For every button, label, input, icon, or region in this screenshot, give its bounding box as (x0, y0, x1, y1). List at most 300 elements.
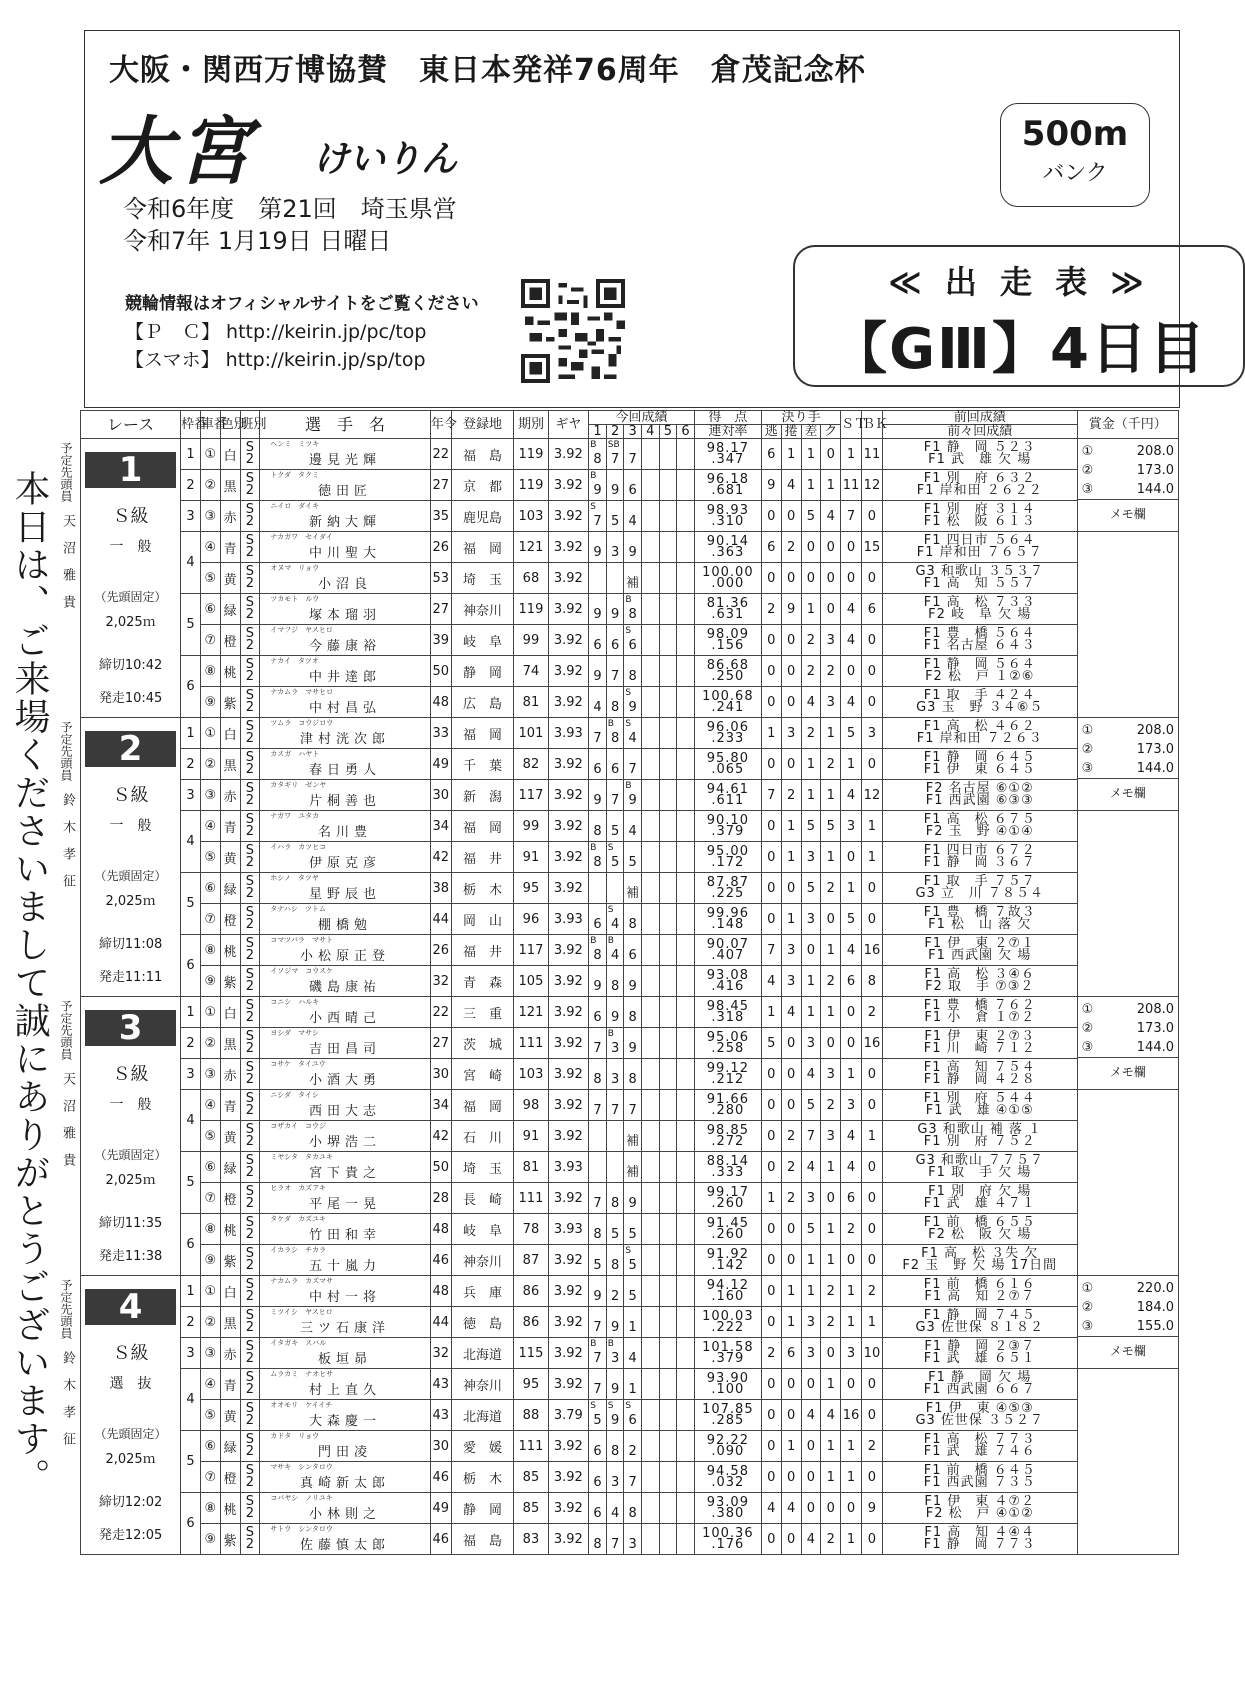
st-count: 4 (841, 687, 862, 718)
kimete-count: 3 (781, 935, 801, 966)
class-letter: S (245, 1432, 255, 1447)
rider-term: 119 (514, 470, 548, 501)
result-value: 9 (610, 1319, 620, 1335)
recent-result (659, 501, 677, 532)
rider-class (240, 1307, 260, 1338)
result-value: 8 (610, 699, 620, 715)
kimete-count: 3 (821, 625, 841, 656)
kimete-count: 1 (821, 842, 841, 873)
kimete-count: 0 (761, 1524, 781, 1555)
uniform-color: 黒 (220, 1028, 240, 1059)
race-number: 3 (85, 1010, 176, 1046)
rider-class (240, 1276, 260, 1307)
points-value: 98.45 (706, 999, 749, 1014)
recent-result (606, 1028, 624, 1059)
race-start-time: 発走11:11 (98, 970, 163, 985)
race-class: Ｓ級 (112, 506, 149, 527)
recent-result (606, 439, 624, 470)
kimete-count: 1 (781, 1276, 801, 1307)
recent-result (677, 1462, 695, 1493)
points-value: 99.17 (706, 1185, 749, 1200)
recent-result (641, 1400, 659, 1431)
rider-kana: タケダ カズユキ (270, 1215, 326, 1223)
prev-result: F1 伊 東 ２⑦３ (924, 1029, 1036, 1044)
rider-name-text: 中村昌弘 (309, 700, 382, 716)
memo-area (1077, 1369, 1178, 1555)
recent-result (589, 1369, 607, 1400)
kimete-count: 1 (821, 1462, 841, 1493)
class-rank: 2 (245, 1227, 255, 1242)
grade-day: 【GⅢ】4日目 (831, 317, 1207, 382)
col-kimete: 決り手 (761, 411, 840, 425)
rider-name (260, 780, 431, 811)
rider-row (81, 997, 1179, 1028)
recent-result (677, 935, 695, 966)
class-letter: S (245, 1029, 255, 1044)
st-count: 11 (841, 470, 862, 501)
rider-term: 103 (514, 1059, 548, 1090)
previous-results (882, 1059, 1077, 1090)
st-count: 7 (841, 501, 862, 532)
recent-result (589, 1524, 607, 1555)
kimete-count: 5 (761, 1028, 781, 1059)
car-number: ⑦ (200, 625, 220, 656)
win-rate: .285 (711, 1413, 745, 1428)
frame-number: 1 (181, 1276, 201, 1307)
kimete-count: 0 (761, 1369, 781, 1400)
points-value: 100.03 (702, 1309, 754, 1324)
recent-result (589, 1121, 607, 1152)
rider-name-text: 平尾一晃 (309, 1196, 382, 1212)
rider-name (260, 532, 431, 563)
result-value: 補 (626, 885, 640, 901)
recent-result (589, 1059, 607, 1090)
rider-name (260, 1121, 431, 1152)
bk-count: 0 (862, 904, 883, 935)
rider-name (260, 1214, 431, 1245)
rider-term: 117 (514, 780, 548, 811)
recent-result (641, 1493, 659, 1524)
rider-row (81, 1090, 1179, 1121)
recent-result (589, 1152, 607, 1183)
rider-name-text: 片桐善也 (309, 793, 382, 809)
rider-class (240, 1431, 260, 1462)
kimete-count: 4 (761, 966, 781, 997)
kimete-count: 0 (761, 501, 781, 532)
recent-result (677, 1338, 695, 1369)
uniform-color: 青 (220, 1090, 240, 1121)
race-info (81, 439, 181, 718)
rider-term: 85 (514, 1493, 548, 1524)
kimete-count: 2 (821, 749, 841, 780)
rider-name (260, 966, 431, 997)
points-value: 98.09 (706, 627, 749, 642)
win-rate: .380 (711, 1506, 745, 1521)
recent-result (641, 687, 659, 718)
rider-points (694, 1214, 761, 1245)
rider-kana: オヌマ リョウ (270, 564, 320, 572)
recent-result (606, 625, 624, 656)
col-name: 選 手 名 (260, 411, 431, 439)
rider-kana: マサキ シンタロウ (270, 1463, 333, 1471)
class-letter: S (245, 1122, 255, 1137)
race-number: 4 (85, 1289, 176, 1325)
recent-result (624, 1276, 642, 1307)
rider-age: 38 (430, 873, 451, 904)
kimete-count: 2 (821, 1090, 841, 1121)
kimete-count: 1 (781, 842, 801, 873)
rider-name (260, 1276, 431, 1307)
prev-prev-result: F1 西武園 ６６７ (923, 1382, 1036, 1397)
prev-prev-result: F1 岸和田 ２６２２ (916, 483, 1043, 498)
result-value: 8 (593, 451, 602, 467)
memo-label: メモ欄 (1078, 1336, 1178, 1365)
recent-result (624, 749, 642, 780)
recent-result (606, 780, 624, 811)
recent-result (659, 1493, 677, 1524)
rider-class (240, 935, 260, 966)
rider-kana: オオモリ ケイイチ (270, 1401, 333, 1409)
rider-term: 117 (514, 935, 548, 966)
result-value: 9 (593, 978, 602, 994)
class-letter: S (245, 564, 255, 579)
recent-result (659, 1524, 677, 1555)
col-prev: 前回成績 (882, 411, 1077, 425)
class-rank: 2 (245, 886, 255, 901)
recent-result (606, 1152, 624, 1183)
recent-result (641, 997, 659, 1028)
rider-row (81, 532, 1179, 563)
kimete-count: 0 (821, 1183, 841, 1214)
class-rank: 2 (245, 545, 255, 560)
result-mark: B (607, 719, 614, 729)
recent-result (606, 1431, 624, 1462)
recent-result (606, 1493, 624, 1524)
recent-result (641, 1090, 659, 1121)
rider-name-text: 磯島康祐 (309, 979, 382, 995)
car-number: ⑥ (200, 1431, 220, 1462)
race-distance: 2,025ｍ (105, 615, 156, 630)
prev-result: F1 高 松 ３失 欠 (921, 1246, 1039, 1261)
recent-result (677, 656, 695, 687)
prev-prev-result: F2 玉 野 ④①④ (925, 824, 1034, 839)
rider-name (260, 439, 431, 470)
kimete-count: 0 (781, 656, 801, 687)
result-value: 7 (593, 730, 602, 746)
st-count: 1 (841, 1307, 862, 1338)
prize-line (1078, 1038, 1178, 1057)
st-count: 3 (841, 1338, 862, 1369)
win-rate: .172 (711, 855, 745, 870)
bk-count: 6 (862, 594, 883, 625)
class-letter: S (245, 750, 255, 765)
points-value: 99.96 (706, 906, 749, 921)
uniform-color: 橙 (220, 1462, 240, 1493)
recent-result (677, 1214, 695, 1245)
bank-distance: 500m (1021, 114, 1129, 154)
result-value: 8 (628, 668, 637, 684)
recent-result (659, 749, 677, 780)
kimete-count: 0 (781, 749, 801, 780)
bk-count: 0 (862, 625, 883, 656)
uniform-color: 黒 (220, 749, 240, 780)
rider-name-text: 西田大志 (309, 1103, 382, 1119)
rider-term: 121 (514, 997, 548, 1028)
rider-row (81, 1307, 1179, 1338)
rider-kana: ツムラ コウジロウ (270, 719, 334, 727)
rider-gear: 3.92 (548, 594, 589, 625)
rider-prefecture: 京 都 (451, 470, 514, 501)
recent-result (624, 625, 642, 656)
previous-results (882, 625, 1077, 656)
prize-line (1078, 1019, 1178, 1038)
car-number: ② (200, 1307, 220, 1338)
rider-gear: 3.92 (548, 749, 589, 780)
rider-age: 30 (430, 1059, 451, 1090)
recent-result (589, 687, 607, 718)
car-number: ⑨ (200, 966, 220, 997)
rider-prefecture: 三 重 (451, 997, 514, 1028)
win-rate: .379 (711, 824, 745, 839)
recent-result (624, 470, 642, 501)
rider-age: 44 (430, 904, 451, 935)
rider-age: 50 (430, 656, 451, 687)
recent-result (606, 1214, 624, 1245)
race-deadline: 締切11:08 (98, 937, 163, 952)
previous-results (882, 873, 1077, 904)
result-mark: B (607, 1339, 614, 1349)
frame-number: 2 (181, 1307, 201, 1338)
bk-count: 0 (862, 873, 883, 904)
recent-result (659, 1338, 677, 1369)
recent-result (624, 1121, 642, 1152)
result-value: 5 (593, 1257, 602, 1273)
frame-number: 3 (181, 1338, 201, 1369)
rider-term: 119 (514, 594, 548, 625)
kimete-count: 1 (801, 1245, 821, 1276)
kimete-count: 2 (801, 718, 821, 749)
rider-prefecture: 福 岡 (451, 718, 514, 749)
kimete-count: 1 (801, 780, 821, 811)
st-count: 1 (841, 873, 862, 904)
recent-result (606, 1245, 624, 1276)
result-mark: B (625, 595, 632, 605)
rider-name-text: 名川豊 (318, 824, 373, 840)
rider-points (694, 439, 761, 470)
memo-label: メモ欄 (1078, 1057, 1178, 1086)
kimete-count: 5 (801, 1214, 821, 1245)
uniform-color: 黄 (220, 1400, 240, 1431)
kimete-count: 0 (781, 563, 801, 594)
rider-name-text: 邊見光輝 (309, 452, 382, 468)
rider-name-text: 佐藤慎太郎 (300, 1537, 391, 1553)
frame-number: 6 (181, 1214, 201, 1276)
race-class: Ｓ級 (112, 785, 149, 806)
car-number: ⑤ (200, 1400, 220, 1431)
kimete-count: 0 (801, 1369, 821, 1400)
result-value: 1 (628, 1319, 637, 1335)
class-rank: 2 (245, 483, 255, 498)
kimete-count: 0 (801, 1431, 821, 1462)
recent-result (677, 1276, 695, 1307)
car-number: ④ (200, 532, 220, 563)
recent-result (624, 1245, 642, 1276)
recent-result (589, 470, 607, 501)
rider-name (260, 1493, 431, 1524)
car-number: ② (200, 470, 220, 501)
recent-result (659, 1090, 677, 1121)
recent-result (677, 470, 695, 501)
rider-kana: カドタ リョウ (270, 1432, 320, 1440)
previous-results (882, 687, 1077, 718)
rider-prefecture: 福 島 (451, 439, 514, 470)
prev-prev-result: F1 別 府 ７５２ (923, 1134, 1036, 1149)
kimete-count: 6 (781, 1338, 801, 1369)
rider-row (81, 563, 1179, 594)
rider-name-text: 小沼良 (318, 576, 373, 592)
win-rate: .160 (711, 1289, 745, 1304)
kimete-count: 2 (781, 780, 801, 811)
kimete-count: 3 (821, 1059, 841, 1090)
win-rate: .379 (711, 1351, 745, 1366)
result-value: 9 (610, 1381, 620, 1397)
recent-result (641, 1059, 659, 1090)
win-rate: .000 (711, 576, 745, 591)
win-rate: .310 (711, 514, 745, 529)
prev-result: G3 和歌山 ３５３７ (915, 564, 1045, 579)
result-value: 2 (628, 1443, 637, 1459)
rider-age: 49 (430, 749, 451, 780)
rider-age: 44 (430, 1307, 451, 1338)
rider-age: 42 (430, 1121, 451, 1152)
prev-result: F1 高 松 ７３３ (923, 595, 1036, 610)
rider-prefecture: 徳 島 (451, 1307, 514, 1338)
rider-prefecture: 福 岡 (451, 532, 514, 563)
kimete-count: 7 (761, 935, 781, 966)
result-value: 7 (610, 792, 620, 808)
class-letter: S (245, 688, 255, 703)
rider-name (260, 842, 431, 873)
win-rate: .222 (711, 1320, 745, 1335)
previous-results (882, 1462, 1077, 1493)
rider-kana: イタガキ スバル (270, 1339, 327, 1347)
rider-kana: ムラカミ ナオヒサ (270, 1370, 334, 1378)
recent-result (659, 997, 677, 1028)
kimete-count: 1 (801, 966, 821, 997)
race-start-time: 発走10:45 (98, 691, 163, 706)
recent-result (624, 966, 642, 997)
recent-result (659, 780, 677, 811)
prev-prev-result: F2 取 手 ⑦③２ (925, 979, 1035, 994)
rider-prefecture: 新 潟 (451, 780, 514, 811)
recent-result (659, 594, 677, 625)
recent-result (677, 811, 695, 842)
rider-points (694, 625, 761, 656)
car-number: ① (200, 997, 220, 1028)
result-value: 8 (628, 1009, 637, 1025)
rider-row (81, 811, 1179, 842)
class-rank: 2 (245, 1072, 255, 1087)
rider-name (260, 1028, 431, 1059)
win-rate: .065 (711, 762, 745, 777)
previous-results (882, 966, 1077, 997)
bk-count: 0 (862, 501, 883, 532)
rider-class (240, 563, 260, 594)
previous-results (882, 997, 1077, 1028)
st-count: 1 (841, 1059, 862, 1090)
prev-result: F1 静 岡 ６４５ (923, 750, 1036, 765)
kimete-count: 9 (761, 470, 781, 501)
kimete-count: 3 (821, 687, 841, 718)
rider-prefecture: 宮 崎 (451, 1059, 514, 1090)
rider-name (260, 563, 431, 594)
car-number: ① (200, 1276, 220, 1307)
result-value: 5 (593, 1412, 602, 1428)
rider-age: 28 (430, 1183, 451, 1214)
rider-name-text: 真崎新太郎 (300, 1475, 391, 1491)
previous-results (882, 1307, 1077, 1338)
uniform-color: 桃 (220, 1493, 240, 1524)
kimete-count: 1 (821, 1431, 841, 1462)
recent-result (677, 687, 695, 718)
prize-rank: ③ (1081, 1319, 1094, 1334)
recent-result (677, 1493, 695, 1524)
rider-points (694, 687, 761, 718)
rider-prefecture: 静 岡 (451, 656, 514, 687)
prize-rank: ① (1081, 723, 1094, 738)
class-letter: S (245, 843, 255, 858)
rider-age: 35 (430, 501, 451, 532)
st-count: 3 (841, 811, 862, 842)
rider-row (81, 718, 1179, 749)
prize-rank: ② (1081, 1300, 1094, 1315)
result-value: 9 (610, 606, 620, 622)
bk-count: 1 (862, 1307, 883, 1338)
bk-count: 0 (862, 1059, 883, 1090)
rider-name (260, 594, 431, 625)
uniform-color: 緑 (220, 594, 240, 625)
rider-class (240, 780, 260, 811)
class-letter: S (245, 936, 255, 951)
recent-result (606, 842, 624, 873)
recent-result (606, 718, 624, 749)
rider-class (240, 997, 260, 1028)
recent-result (659, 1431, 677, 1462)
rider-row (81, 780, 1179, 811)
col-kimete-type: 逃 (761, 425, 781, 439)
result-value: 9 (610, 482, 620, 498)
col-kimete-type: ク (821, 425, 841, 439)
frame-number: 6 (181, 935, 201, 997)
bk-count: 12 (862, 470, 883, 501)
rider-gear: 3.92 (548, 1431, 589, 1462)
result-value: 9 (628, 699, 637, 715)
result-value: 9 (593, 668, 602, 684)
uniform-color: 黄 (220, 563, 240, 594)
rider-kana: ナカイ タツオ (270, 657, 319, 665)
prize-amount: 208.0 (1136, 444, 1174, 459)
col-points: 得 点 (694, 411, 761, 425)
kimete-count: 0 (801, 1493, 821, 1524)
car-number: ① (200, 439, 220, 470)
rider-prefecture: 神奈川 (451, 1369, 514, 1400)
result-value: 9 (628, 792, 637, 808)
class-letter: S (245, 595, 255, 610)
car-number: ③ (200, 501, 220, 532)
uniform-color: 緑 (220, 1431, 240, 1462)
kimete-count: 5 (801, 501, 821, 532)
points-value: 101.58 (702, 1340, 754, 1355)
